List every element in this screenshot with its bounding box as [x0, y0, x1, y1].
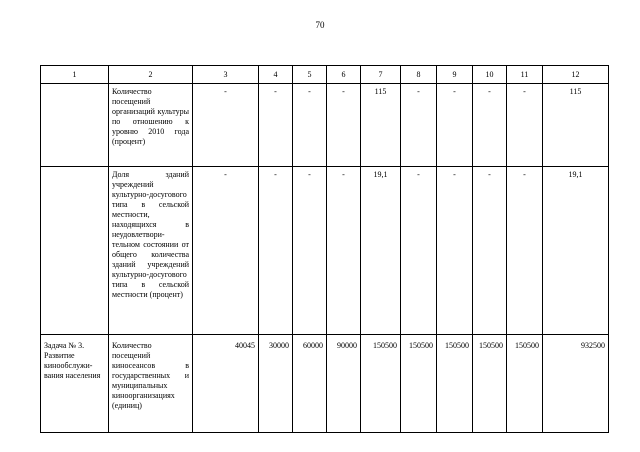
task-cell [41, 84, 109, 167]
column-header: 11 [507, 66, 543, 84]
column-header: 12 [543, 66, 609, 84]
value-cell: 19,1 [361, 167, 401, 335]
task-cell [41, 167, 109, 335]
data-table [40, 65, 609, 433]
column-header: 2 [109, 66, 193, 84]
value-cell: 150500 [507, 335, 543, 433]
value-cell: 19,1 [543, 167, 609, 335]
value-cell: 150500 [401, 335, 437, 433]
value-cell: - [437, 84, 473, 167]
value-cell: - [473, 167, 507, 335]
task-cell: Задача № 3. Развитие кинообслужи-вания населения [41, 335, 109, 433]
page-number: 70 [315, 20, 325, 30]
column-header: 1 [41, 66, 109, 84]
value-cell: - [193, 167, 259, 335]
indicator-cell: Количество посещений киносеансов в государственных и муниципальных киноорганизациях (единиц) [109, 335, 193, 433]
value-cell: - [293, 167, 327, 335]
column-header: 10 [473, 66, 507, 84]
value-cell: 150500 [361, 335, 401, 433]
value-cell: 60000 [293, 335, 327, 433]
value-cell: - [259, 167, 293, 335]
value-cell: 30000 [259, 335, 293, 433]
value-cell: 40045 [193, 335, 259, 433]
value-cell: 115 [361, 84, 401, 167]
value-cell: - [193, 84, 259, 167]
value-cell: 115 [543, 84, 609, 167]
column-header: 6 [327, 66, 361, 84]
value-cell: - [507, 167, 543, 335]
value-cell: - [473, 84, 507, 167]
value-cell: - [327, 84, 361, 167]
value-cell: 90000 [327, 335, 361, 433]
value-cell: - [293, 84, 327, 167]
header-row [41, 66, 609, 84]
value-cell: - [437, 167, 473, 335]
column-header: 7 [361, 66, 401, 84]
column-header: 5 [293, 66, 327, 84]
column-header: 8 [401, 66, 437, 84]
table-row [41, 84, 609, 167]
value-cell: - [327, 167, 361, 335]
indicator-cell: Количество посещений организаций культуры по отношению к уровню 2010 года (процент) [109, 84, 193, 167]
column-header: 3 [193, 66, 259, 84]
value-cell: - [507, 84, 543, 167]
value-cell: - [401, 84, 437, 167]
table-row [41, 335, 609, 433]
table-row [41, 167, 609, 335]
value-cell: - [401, 167, 437, 335]
value-cell: 932500 [543, 335, 609, 433]
column-header: 4 [259, 66, 293, 84]
value-cell: 150500 [437, 335, 473, 433]
value-cell: 150500 [473, 335, 507, 433]
column-header: 9 [437, 66, 473, 84]
indicator-cell: Доля зданий учреждений культурно-досугового типа в сельской местности, находящихся в неудовлетвори-тельном состоянии от общего количества зданий учреждений культурно-досугового типа в сельской местности (процент) [109, 167, 193, 335]
value-cell: - [259, 84, 293, 167]
